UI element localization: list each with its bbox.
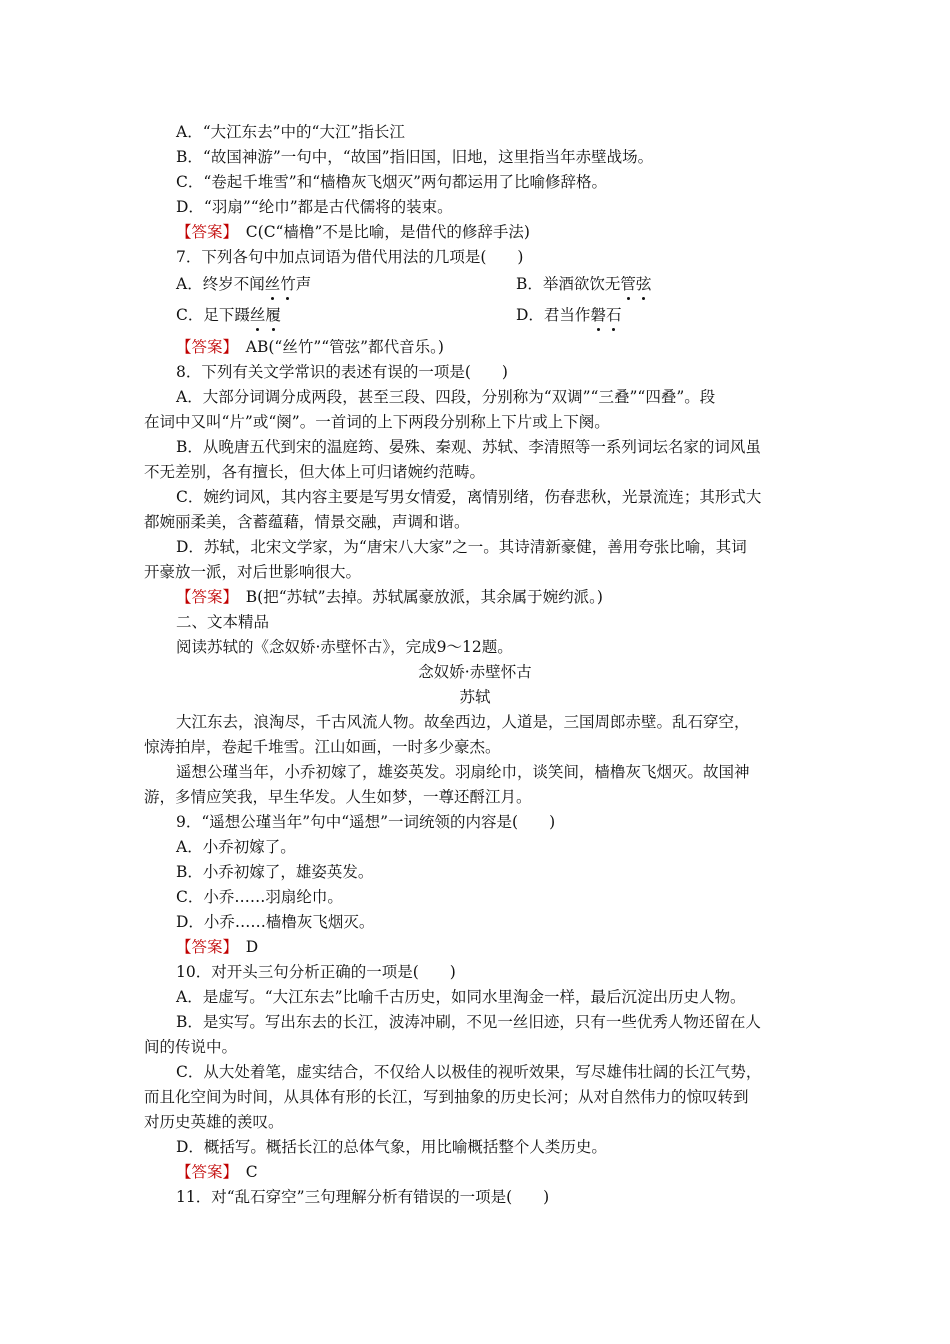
poem-line: 大江东去，浪淘尽，千古风流人物。故垒西边，人道是，三国周郎赤壁。乱石穿空，	[176, 713, 750, 731]
answer-text: B(把“苏轼”去掉。苏轼属豪放派，其余属于婉约派。)	[245, 588, 603, 606]
q10-option-c-line1: C．从大处着笔，虚实结合，不仅给人以极佳的视听效果，写尽雄伟壮阔的长江气势，	[176, 1063, 762, 1081]
q8-option-a-line1: A．大部分词调分成两段，甚至三段、四段，分别称为“双调”“三叠”“四叠”。段	[176, 388, 716, 406]
q10-option-b-line1: B．是实写。写出东去的长江，波涛冲刷，不见一丝旧迹，只有一些优秀人物还留在人	[176, 1013, 761, 1031]
q9-option-a: A．小乔初嫁了。	[176, 838, 296, 856]
dotted-char: 丝	[264, 275, 281, 293]
q10-option-b-line2: 间的传说中。	[144, 1038, 238, 1056]
dotted-char: 管	[620, 275, 636, 293]
answer-label: 【答案】	[176, 588, 231, 606]
q10-answer	[176, 1161, 258, 1183]
q8-option-b-line1: B．从晚唐五代到宋的温庭筠、晏殊、秦观、苏轼、李清照等一系列词坛名家的词风虽	[176, 438, 761, 456]
q8-option-c-line2: 都婉丽柔美，含蓄蕴藉，情景交融，声调和谐。	[144, 513, 470, 531]
q7-option-c	[176, 304, 281, 326]
q7-option-a	[176, 273, 311, 295]
dotted-char: 履	[265, 306, 281, 324]
q6-option-d: D．“羽扇”“纶巾”都是古代儒将的装束。	[176, 198, 453, 216]
answer-label: 【答案】	[176, 938, 231, 956]
poem-line: 惊涛拍岸，卷起千堆雪。江山如画，一时多少豪杰。	[144, 738, 501, 756]
poem-line: 游，多情应笑我，早生华发。人生如梦，一尊还酹江月。	[144, 788, 532, 806]
reading-instruction: 阅读苏轼的《念奴娇·赤壁怀古》，完成9～12题。	[176, 638, 513, 656]
answer-text: C(C“樯橹”不是比喻，是借代的修辞手法)	[245, 223, 530, 241]
q9-stem: 9．“遥想公瑾当年”句中“遥想”一词统领的内容是( )	[176, 813, 556, 831]
q6-option-c: C．“卷起千堆雪”和“樯橹灰飞烟灭”两句都运用了比喻修辞格。	[176, 173, 608, 191]
q7-answer	[176, 336, 444, 358]
q10-stem: 10．对开头三句分析正确的一项是( )	[176, 963, 456, 981]
answer-label: 【答案】	[176, 338, 231, 356]
q8-option-c-line1: C．婉约词风，其内容主要是写男女情爱，离情别绪，伤春悲秋，光景流连；其形式大	[176, 488, 762, 506]
q9-option-b: B．小乔初嫁了，雄姿英发。	[176, 863, 374, 881]
q7-option-d	[516, 304, 621, 326]
answer-text: D	[245, 938, 259, 956]
answer-text: C	[245, 1163, 258, 1181]
q11-stem: 11．对“乱石穿空”三句理解分析有错误的一项是( )	[176, 1188, 550, 1206]
q7-option-b	[516, 273, 651, 295]
option-text: C．足下蹑	[176, 306, 250, 324]
q6-option-a: A．“大江东去”中的“大江”指长江	[176, 123, 405, 141]
q10-option-a: A．是虚写。“大江东去”比喻千古历史，如同水里淘金一样，最后沉淀出历史人物。	[176, 988, 746, 1006]
poem-line: 遥想公瑾当年，小乔初嫁了，雄姿英发。羽扇纶巾，谈笑间，樯橹灰飞烟灭。故国神	[176, 763, 750, 781]
q8-stem: 8．下列有关文学常识的表述有误的一项是( )	[176, 363, 508, 381]
q9-option-d: D．小乔……樯橹灰飞烟灭。	[176, 913, 375, 931]
answer-label: 【答案】	[176, 1163, 231, 1181]
q8-answer	[176, 586, 603, 608]
option-text: B．举酒欲饮无	[516, 275, 621, 293]
q10-option-d: D．概括写。概括长江的总体气象，用比喻概括整个人类历史。	[176, 1138, 607, 1156]
option-tail: 声	[295, 275, 312, 293]
dotted-char: 石	[605, 306, 622, 324]
dotted-char: 弦	[635, 275, 652, 293]
answer-label: 【答案】	[176, 223, 231, 241]
q8-option-b-line2: 不无差别，各有擅长，但大体上可归诸婉约范畴。	[144, 463, 486, 481]
q10-option-c-line2: 而且化空间为时间，从具体有形的长江，写到抽象的历史长河；从对自然伟力的惊叹转到	[144, 1088, 749, 1106]
q8-option-a-line2: 在词中又叫“片”或“阕”。一首词的上下两段分别称上下片或上下阕。	[144, 413, 610, 431]
dotted-char: 磐	[590, 306, 606, 324]
poem-author: 苏轼	[459, 688, 491, 706]
q6-answer	[176, 221, 530, 243]
q8-option-d-line1: D．苏轼，北宋文学家，为“唐宋八大家”之一。其诗清新豪健，善用夸张比喻，其词	[176, 538, 747, 556]
section-heading: 二、文本精品	[176, 613, 270, 631]
q10-option-c-line3: 对历史英雄的羡叹。	[144, 1113, 284, 1131]
answer-text: AB(“丝竹”“管弦”都代音乐。)	[245, 338, 444, 356]
q8-option-d-line2: 开豪放一派，对后世影响很大。	[144, 563, 362, 581]
dotted-char: 竹	[280, 275, 296, 293]
q6-option-b: B．“故国神游”一句中，“故国”指旧国，旧地，这里指当年赤壁战场。	[176, 148, 654, 166]
dotted-char: 丝	[249, 306, 266, 324]
q9-option-c: C．小乔……羽扇纶巾。	[176, 888, 343, 906]
q9-answer	[176, 936, 258, 958]
option-text: D．君当作	[516, 306, 591, 324]
poem-title: 念奴娇·赤壁怀古	[418, 663, 532, 681]
q7-stem: 7．下列各句中加点词语为借代用法的几项是( )	[176, 248, 524, 266]
option-text: A．终岁不闻	[176, 275, 265, 293]
